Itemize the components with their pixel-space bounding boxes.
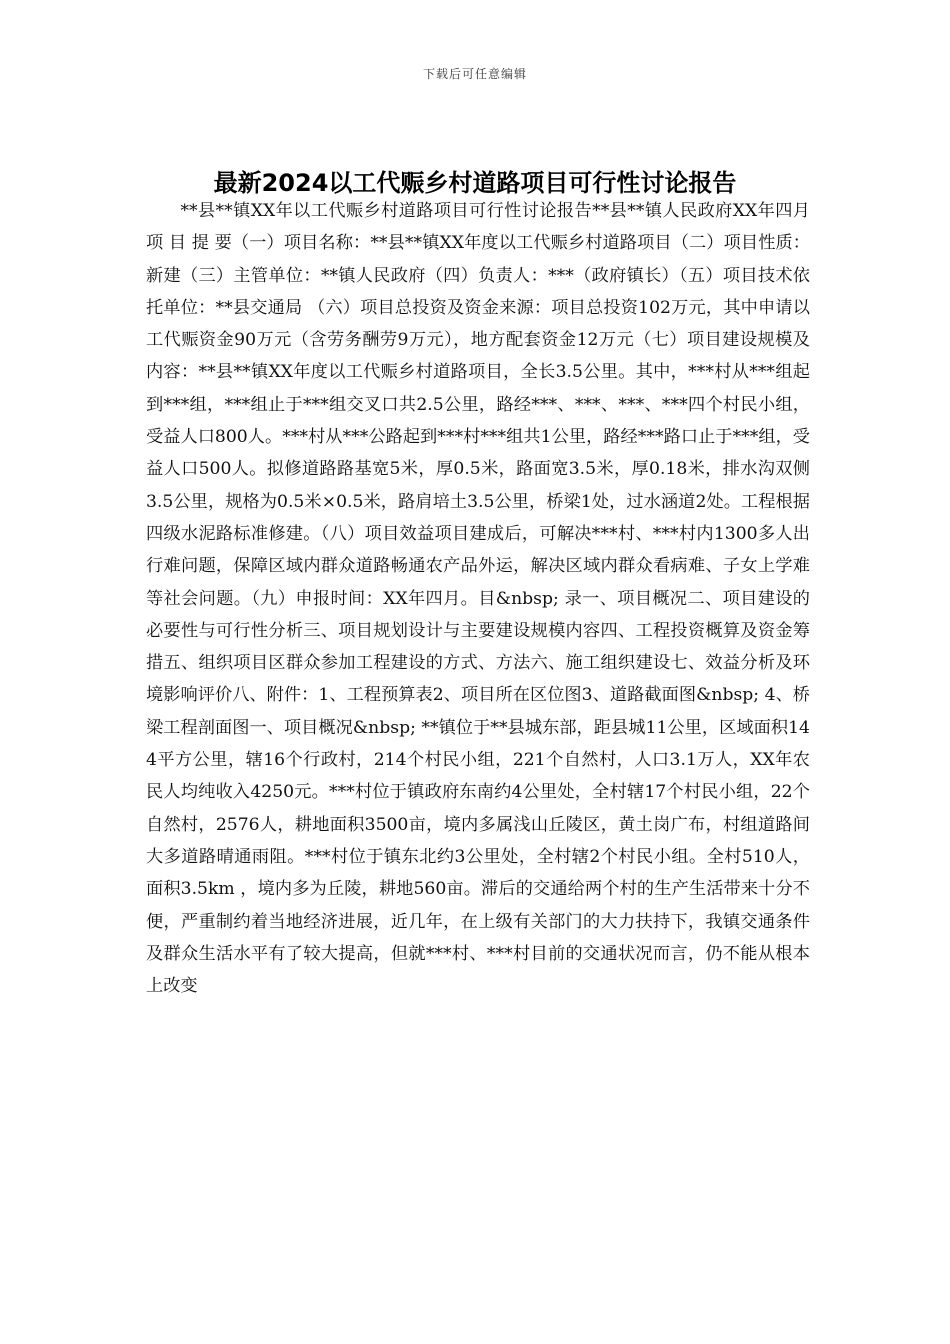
document-body: **县**镇XX年以工代赈乡村道路项目可行性讨论报告**县**镇人民政府XX年四月项 目 提 要（一）项目名称：**县**镇XX年度以工代赈乡村道路项目（二）项目性质：新建（三）主管单位：**镇人民政府（四）负责人：***（政府镇长）（五）项目技术依托单位：**县交通局 （六）项目总投资及资金来源：项目总投资102万元，其中申请以工代赈资金90万元（含劳务酬劳9万元），地方配套资金12万元（七）项目建设规模及内容：**县**镇XX年度以工代赈乡村道路项目，全长3.5公里。其中，***村从***组起到***组，***组止于***组交叉口共2.5公里，路经***、***、***、***四个村民小组，受益人口800人。***村从***公路起到***村***组共1公里，路经***路口止于***组，受益人口500人。拟修道路路基宽5米，厚0.5米，路面宽3.5米，厚0.18米，排水沟双侧3.5公里，规格为0.5米×0.5米，路肩培土3.5公里，桥梁1处，过水涵道2处。工程根据四级水泥路标准修建。（八）项目效益项目建成后，可解决***村、***村内1300多人出行难问题，保障区域内群众道路畅通农产品外运，解决区域内群众看病难、子女上学难等社会问题。（九）申报时间：XX年四月。目&nbsp; 录一、项目概况二、项目建设的必要性与可行性分析三、项目规划设计与主要建设规模内容四、工程投资概算及资金筹措五、组织项目区群众参加工程建设的方式、方法六、施工组织建设七、效益分析及环境影响评价八、附件：1、工程预算表2、项目所在区位图3、道路截面图&nbsp; 4、桥梁工程剖面图一、项目概况&nbsp; **镇位于**县城东部，距县城11公里，区域面积144平方公里，辖16个行政村，214个村民小组，221个自然村，人口3.1万人，XX年农民人均纯收入4250元。***村位于镇政府东南约4公里处，全村辖17个村民小组，22个自然村，2576人，耕地面积3500亩，境内多属浅山丘陵区，黄土岗广布，村组道路间大多道路晴通雨阻。***村位于镇东北约3公里处，全村辖2个村民小组。全村510人，面积3.5km ，境内多为丘陵，耕地560亩。滞后的交通给两个村的生产生活带来十分不便，严重制约着当地经济进展，近几年，在上级有关部门的大力扶持下，我镇交通条件及群众生活水平有了较大提高，但就***村、***村目前的交通状况而言，仍不能从根本上改变 (146, 201, 810, 997)
document-title: 最新2024以工代赈乡村道路项目可行性讨论报告 (213, 169, 737, 198)
header-note: 下载后可任意编辑 (422, 67, 527, 81)
